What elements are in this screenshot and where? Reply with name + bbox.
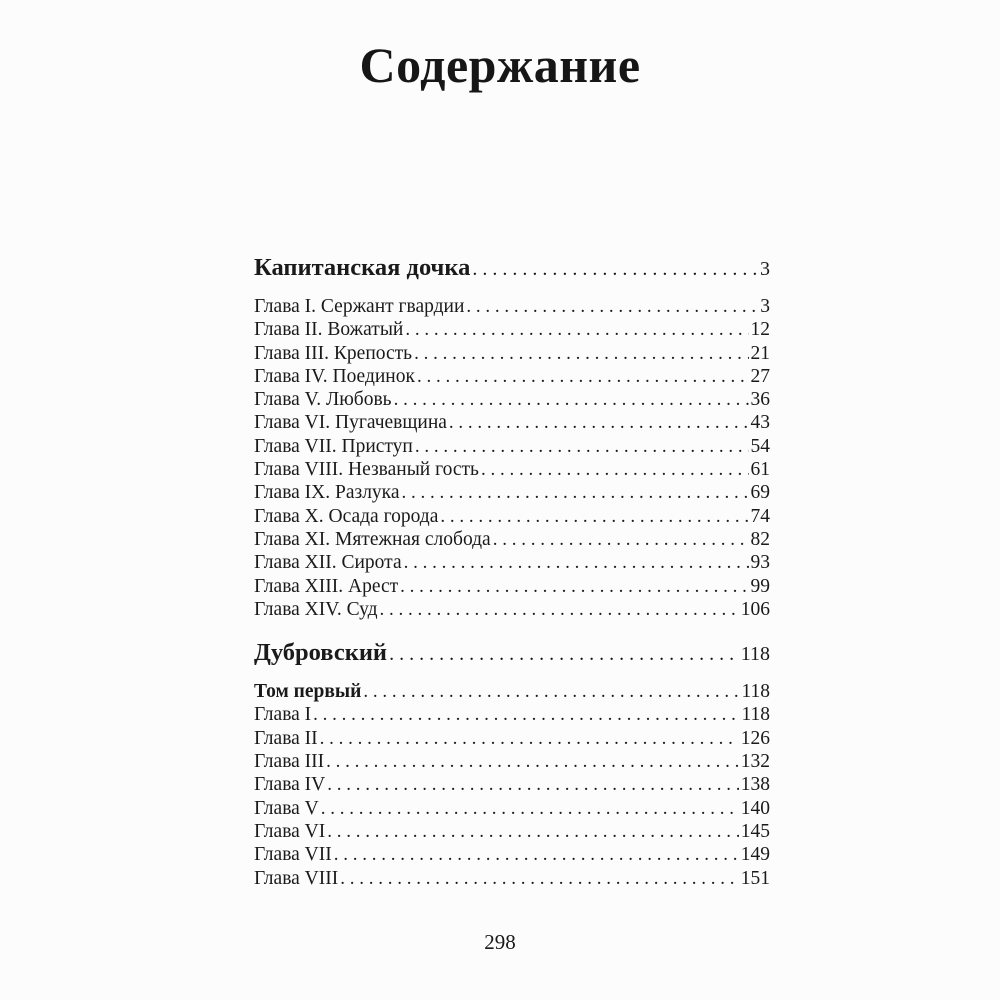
toc-entry-label: Глава II. Вожатый: [254, 319, 404, 341]
toc-subheading-label: Том первый: [254, 681, 362, 703]
toc-entry: [254, 318, 770, 341]
dot-leader: [440, 505, 748, 528]
dot-leader: [320, 727, 739, 750]
toc-section-heading: [254, 250, 770, 286]
dot-leader: [481, 458, 749, 481]
toc-entry-label: Глава VIII. Незваный гость: [254, 459, 479, 481]
toc-entry: [254, 750, 770, 773]
toc-entry-label: Глава VI: [254, 820, 326, 842]
toc-entry-label: Глава X. Осада города: [254, 505, 439, 527]
toc-entry-label: Глава III. Крепость: [254, 342, 413, 364]
toc-page-number: 149: [740, 844, 770, 866]
toc-page-number: 132: [740, 751, 770, 773]
toc-entry: [254, 727, 770, 750]
dot-leader: [363, 680, 739, 703]
toc-entry: [254, 598, 770, 621]
toc-entry-label: Глава I: [254, 704, 312, 726]
toc-entry-label: Глава V. Любовь: [254, 389, 392, 411]
page-number: 298: [484, 930, 516, 954]
dot-leader: [326, 750, 739, 773]
toc-entry-label: Глава IV: [254, 774, 326, 796]
dot-leader: [313, 703, 739, 726]
toc-page-number: 106: [740, 598, 770, 620]
dot-leader: [321, 797, 739, 820]
toc-page-number: 3: [760, 258, 770, 280]
toc-page-number: 151: [740, 867, 770, 889]
toc-entry: [254, 481, 770, 504]
toc-page-number: 145: [740, 820, 770, 842]
toc-page-number: 118: [741, 681, 770, 703]
toc-entry: [254, 365, 770, 388]
toc-page-number: 82: [750, 528, 770, 550]
dot-leader: [405, 318, 748, 341]
toc-entry-label: Глава I. Сержант гвардии: [254, 296, 465, 317]
toc-page-number: 69: [750, 482, 770, 504]
dot-leader: [449, 411, 749, 434]
toc-section-title: Дубровский: [254, 639, 388, 667]
toc-entry-label: Глава II: [254, 727, 318, 749]
toc-entry-label: Глава V: [254, 797, 319, 819]
toc-entry: [254, 435, 770, 458]
toc-entry-label: Глава VI. Пугачевщина: [254, 412, 447, 434]
toc-entry: [254, 551, 770, 574]
toc-page-number: 36: [750, 389, 770, 411]
toc-entry: [254, 411, 770, 434]
toc-page-number: 118: [740, 643, 770, 666]
dot-leader: [389, 636, 739, 672]
dot-leader: [327, 773, 739, 796]
dot-leader: [400, 575, 748, 598]
toc-entry-label: Глава XIII. Арест: [254, 575, 399, 597]
toc-entry: [254, 773, 770, 796]
toc-page-number: 27: [750, 365, 770, 387]
toc-entry: [254, 820, 770, 843]
toc-entry: [254, 505, 770, 528]
toc-page-number: 93: [750, 552, 770, 574]
toc-entry-label: Глава VIII: [254, 867, 339, 889]
dot-leader: [394, 388, 749, 411]
dot-leader: [415, 435, 749, 458]
toc-page-number: 54: [750, 435, 770, 457]
toc-page-number: 99: [750, 575, 770, 597]
toc-entry: [254, 797, 770, 820]
dot-leader: [380, 598, 739, 621]
toc-section-heading: [254, 635, 770, 671]
toc-entry: [254, 843, 770, 866]
toc-subheading: [254, 680, 770, 703]
toc-entry-label: Глава III: [254, 751, 325, 773]
toc-entry-label: Глава VII. Приступ: [254, 435, 413, 457]
toc-entry-label: Глава XIV. Суд: [254, 598, 378, 620]
toc-page-number: 126: [740, 727, 770, 749]
dot-leader: [327, 820, 739, 843]
toc-page-number: 140: [740, 797, 770, 819]
toc-entry: [254, 703, 770, 726]
table-of-contents: [254, 250, 770, 890]
toc-page-number: 118: [741, 704, 770, 726]
dot-leader: [402, 481, 749, 504]
toc-page-number: 61: [750, 459, 770, 481]
toc-entry-label: Глава XII. Сирота: [254, 552, 402, 574]
dot-leader: [417, 365, 749, 388]
toc-section-title: Капитанская дочка: [254, 254, 471, 281]
toc-page-number: 74: [750, 505, 770, 527]
dot-leader: [414, 342, 748, 365]
dot-leader: [493, 528, 749, 551]
toc-entry-label: Глава VII: [254, 844, 332, 866]
dot-leader: [466, 295, 758, 318]
toc-page-number: 12: [750, 319, 770, 341]
toc-entry-label: Глава IX. Разлука: [254, 482, 400, 504]
toc-entry: [254, 388, 770, 411]
dot-leader: [472, 251, 758, 287]
dot-leader: [334, 843, 739, 866]
toc-page-number: 3: [760, 296, 770, 317]
toc-entry: [254, 458, 770, 481]
toc-entry: [254, 295, 770, 318]
toc-entry: [254, 575, 770, 598]
toc-entry-label: Глава XI. Мятежная слобода: [254, 528, 491, 550]
toc-entry: [254, 342, 770, 365]
page-title: Содержание: [359, 37, 641, 93]
dot-leader: [340, 867, 739, 890]
toc-entry-label: Глава IV. Поединок: [254, 365, 415, 387]
toc-entry: [254, 528, 770, 551]
toc-page-number: 43: [750, 412, 770, 434]
dot-leader: [404, 551, 749, 574]
toc-entry: [254, 867, 770, 890]
toc-page-number: 21: [750, 342, 770, 364]
toc-page-number: 138: [740, 774, 770, 796]
